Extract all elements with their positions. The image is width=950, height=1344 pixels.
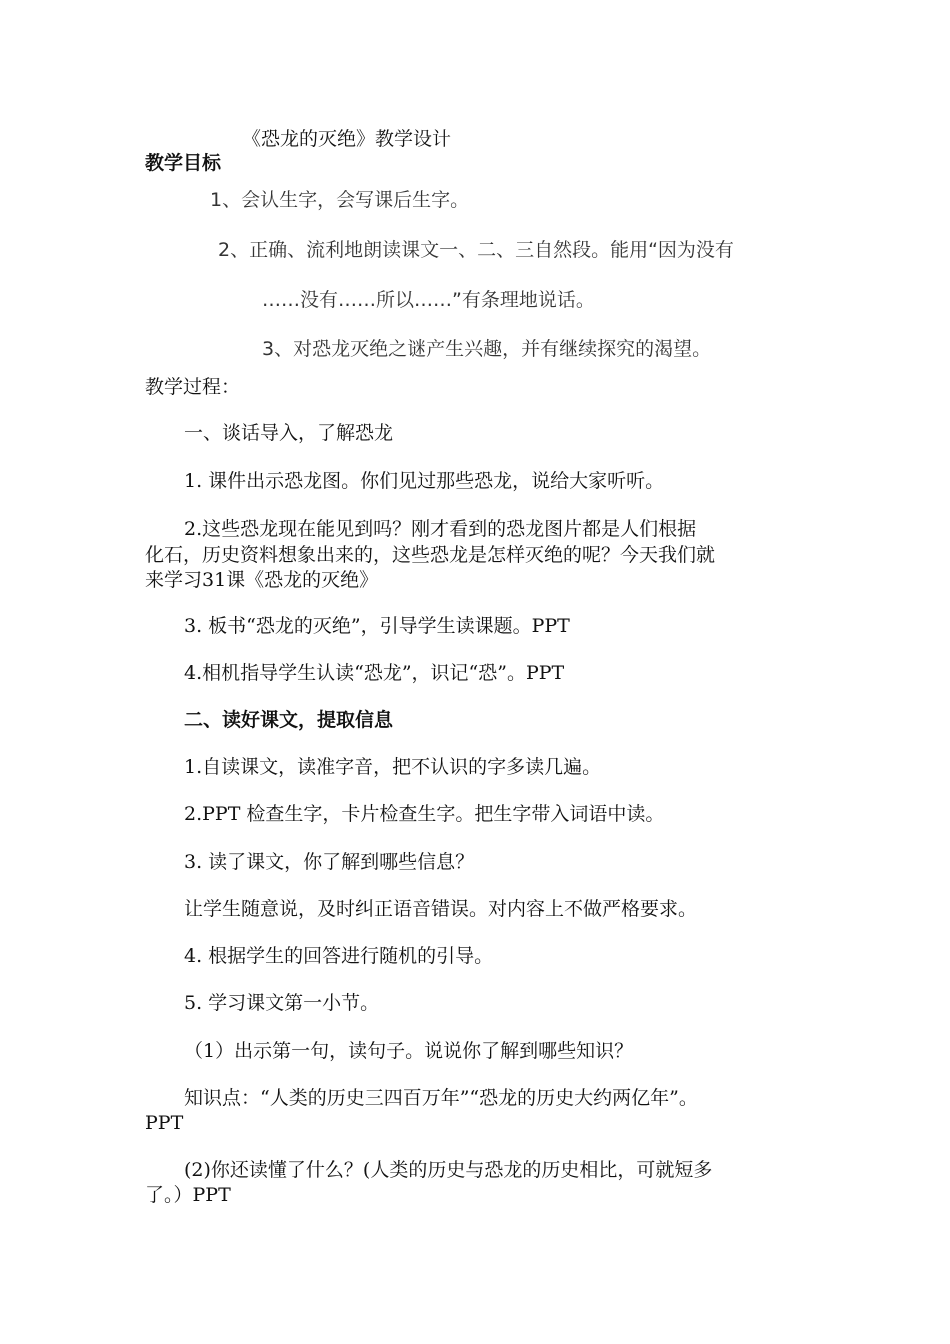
objective-3: 3、对恐龙灭绝之谜产生兴趣，并有继续探究的渴望。 xyxy=(262,338,712,360)
section2-item: (2)你还读懂了什么？(人类的历史与恐龙的历史相比，可就短多 xyxy=(184,1159,713,1181)
section1-item: 2.这些恐龙现在能见到吗？刚才看到的恐龙图片都是人们根据 xyxy=(184,518,697,540)
section2-item: 2.PPT 检查生字，卡片检查生字。把生字带入词语中读。 xyxy=(184,803,665,825)
section1-item: 4.相机指导学生认读“恐龙”，识记“恐”。PPT xyxy=(184,662,565,684)
section2-item: 5. 学习课文第一小节。 xyxy=(184,992,380,1014)
section2-item: 4. 根据学生的回答进行随机的引导。 xyxy=(184,945,494,967)
document-title: 《恐龙的灭绝》教学设计 xyxy=(242,128,452,150)
objective-2-cont: ……没有……所以……”有条理地说话。 xyxy=(262,289,595,311)
objective-2: 2、正确、流利地朗读课文一、二、三自然段。能用“因为没有 xyxy=(218,239,734,261)
section1-item-cont: 化石，历史资料想象出来的，这些恐龙是怎样灭绝的呢？今天我们就 xyxy=(145,544,716,566)
section2-item-cont: 了。）PPT xyxy=(145,1184,231,1206)
section2-item: 知识点：“人类的历史三四百万年”“恐龙的历史大约两亿年”。 xyxy=(184,1087,698,1109)
objective-1: 1、会认生字，会写课后生字。 xyxy=(210,189,470,211)
objectives-heading: 教学目标 xyxy=(145,152,222,174)
section2-item: 让学生随意说，及时纠正语音错误。对内容上不做严格要求。 xyxy=(184,898,698,920)
process-heading: 教学过程： xyxy=(145,376,241,398)
section2-item: 1.自读课文，读准字音，把不认识的字多读几遍。 xyxy=(184,756,602,778)
section2-item-cont: PPT xyxy=(145,1112,184,1134)
section2-item: 3. 读了课文，你了解到哪些信息？ xyxy=(184,851,475,873)
section2-item: （1）出示第一句，读句子。说说你了解到哪些知识？ xyxy=(184,1040,634,1062)
section1-item-cont: 来学习31课《恐龙的灭绝》 xyxy=(145,569,379,591)
section1-item: 1. 课件出示恐龙图。你们见过那些恐龙，说给大家听听。 xyxy=(184,470,665,492)
section1-item: 3. 板书“恐龙的灭绝”，引导学生读课题。PPT xyxy=(184,615,570,637)
section1-heading: 一、谈话导入，了解恐龙 xyxy=(184,422,394,444)
section2-heading: 二、读好课文，提取信息 xyxy=(184,709,394,731)
